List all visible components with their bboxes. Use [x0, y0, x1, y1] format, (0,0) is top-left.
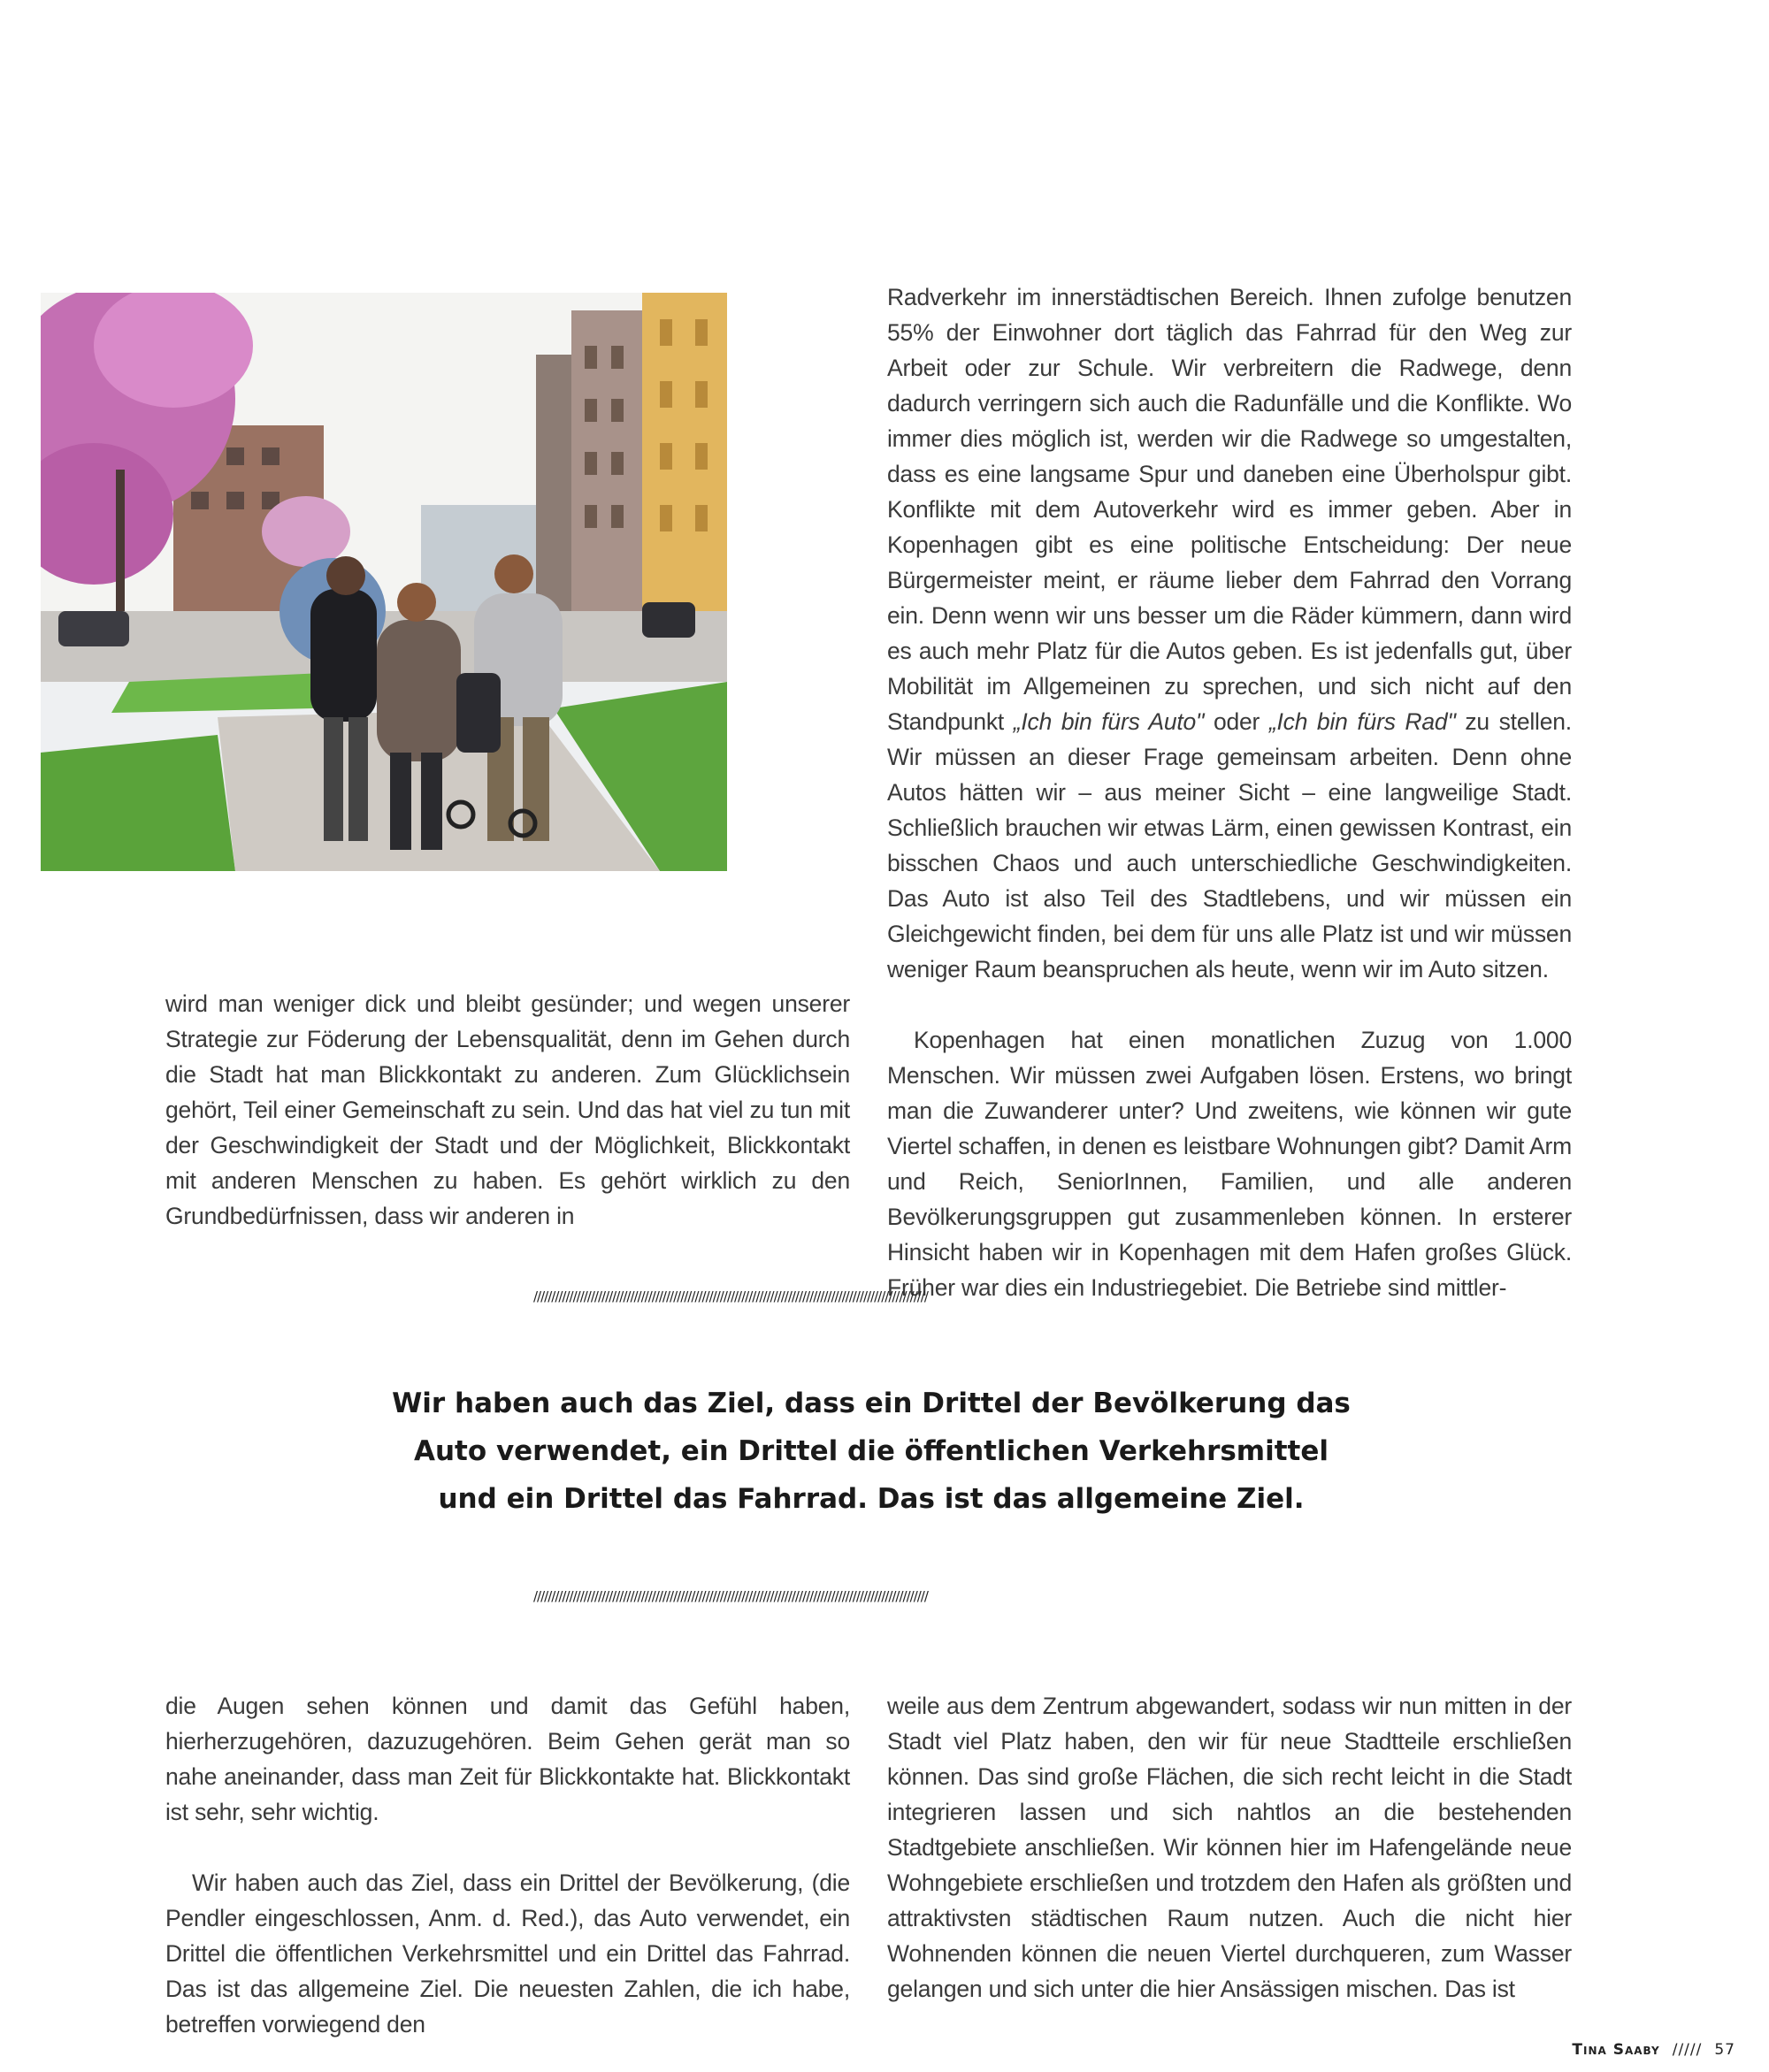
page-footer — [1572, 2041, 1735, 2059]
right-column-top — [887, 279, 1572, 1305]
paragraph: Radverkehr im innerstädtischen Bereich. Ihnen zufolge benutzen 55% der Einwohner dort täglich das Fahrrad für den Weg zur Arbeit oder zur Schule. Wir verbreitern die Radwege, denn dadurch verringern sich auch die Radunfälle und die Konflikte. Wo immer dies möglich ist, werden wir die Radwege so umgestalten, dass es eine langsame Spur und daneben eine Überholspur gibt. Konflikte mit dem Autoverkehr wird es immer geben. Aber in Kopenhagen gibt es eine politische Entscheidung: Der neue Bürgermeister meint, er räume lieber dem Fahrrad den Vorrang ein. Denn wenn wir uns besser um die Räder kümmern, dann wird es auch mehr Platz für die Autos geben. Es ist jedenfalls gut, über Mobilität im Allgemeinen zu sprechen, und sich nicht auf den Standpunkt „Ich bin fürs Auto" oder „Ich bin fürs Rad" zu stellen. Wir müssen an dieser Frage gemeinsam arbeiten. Denn ohne Autos hätten wir – aus meiner Sicht – eine langweilige Stadt. Schließlich brauchen wir etwas Lärm, einen gewissen Kontrast, ein bisschen Chaos und auch unterschiedliche Geschwindigkeiten. Das Auto ist also Teil des Stadtlebens, und wir müssen ein Gleichgewicht finden, bei dem für uns alle Platz ist und wir müssen weniger Raum beanspruchen als heute, wenn wir im Auto sitzen. — [887, 284, 1572, 982]
quote-auto: „Ich bin fürs Auto" — [1013, 708, 1205, 735]
pull-quote-line: Auto verwendet, ein Drittel die öffentlichen Verkehrsmittel — [413, 1435, 1329, 1467]
right-column-bottom — [887, 1688, 1572, 2007]
left-column-bottom — [165, 1688, 850, 2042]
street-photo-illustration — [41, 293, 727, 871]
divider-bottom: ////////////////////////////////////////////////////////////////////////////////////////////////////////////// — [533, 1589, 928, 1603]
page-number: 57 — [1714, 2041, 1735, 2059]
street-photo — [41, 293, 727, 871]
quote-rad: „Ich bin fürs Rad" — [1268, 708, 1456, 735]
paragraph: Wir haben auch das Ziel, dass ein Drittel der Bevölkerung, (die Pendler eingeschlossen, Anm. d. Red.), das Auto verwendet, ein Drittel die öffentlichen Verkehrsmittel und ein Drittel das Fahrrad. Das ist das allgemeine Ziel. Die neuesten Zahlen, die ich habe, betreffen vorwiegend den — [165, 1869, 850, 2038]
pull-quote-line: und ein Drittel das Fahrrad. Das ist das allgemeine Ziel. — [438, 1483, 1305, 1515]
pull-quote — [371, 1380, 1371, 1523]
paragraph: weile aus dem Zentrum abgewandert, sodass wir nun mitten in der Stadt viel Platz haben, den wir für neue Stadtteile erschließen können. Das sind große Flächen, die sich recht leicht in die Stadt integrieren lassen und sich nahtlos an die bestehenden Stadtgebiete anschließen. Wir können hier im Hafengelände neue Wohngebiete erschließen und trotzdem den Hafen als größten und attraktivsten städtischen Raum nutzen. Auch die nicht hier Wohnenden können die neuen Viertel durchqueren, zum Wasser gelangen und sich unter die hier Ansässigen mischen. Das ist — [887, 1693, 1572, 2002]
paragraph: die Augen sehen können und damit das Gefühl haben, hierherzugehören, dazuzugehören. Beim Gehen gerät man so nahe aneinander, dass man Zeit für Blickkontakte hat. Blickkontakt ist sehr, sehr wichtig. — [165, 1693, 850, 1825]
divider-top: ////////////////////////////////////////////////////////////////////////////////////////////////////////////// — [533, 1289, 928, 1304]
pull-quote-line: Wir haben auch das Ziel, dass ein Drittel der Bevölkerung das — [392, 1388, 1351, 1419]
author-name: Tina Saaby — [1572, 2041, 1660, 2059]
paragraph: wird man weniger dick und bleibt gesünder; und wegen unserer Strategie zur Föderung der Lebensqualität, denn im Gehen durch die Stadt hat man Blickkontakt zu anderen. Zum Glücklichsein gehört, Teil einer Gemeinschaft zu sein. Und das hat viel zu tun mit der Geschwindigkeit der Stadt und der Möglichkeit, Blickkontakt mit anderen Menschen zu haben. Es gehört wirklich zu den Grundbedürfnissen, dass wir anderen in — [165, 990, 850, 1229]
paragraph: Kopenhagen hat einen monatlichen Zuzug von 1.000 Menschen. Wir müssen zwei Aufgaben lösen. Erstens, wo bringt man die Zuwanderer unter? Und zweitens, wie können wir gute Viertel schaffen, in denen es leistbare Wohnungen gibt? Damit Arm und Reich, SeniorInnen, Familien, und alle anderen Bevölkerungsgruppen gut zusammenleben können. In ersterer Hinsicht haben wir in Kopenhagen mit dem Hafen großes Glück. Früher war dies ein Industriegebiet. Die Betriebe sind mittler- — [887, 1027, 1572, 1301]
footer-slashes: ///// — [1672, 2041, 1703, 2059]
left-column-top — [165, 986, 850, 1234]
